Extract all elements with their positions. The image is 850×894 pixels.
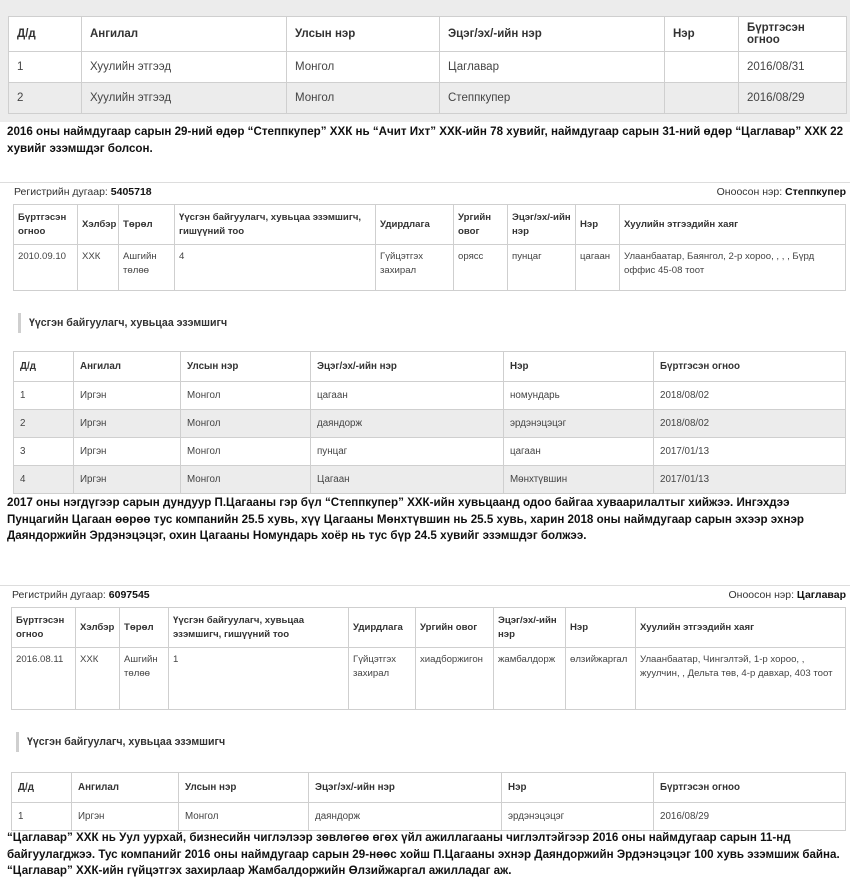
caption-1: 2016 оны наймдугаар сарын 29-ний өдөр “Степпкупер” ХХК нь “Ачит Ихт” ХХК-ийн 78 хувийг, наймдугаар сарын 31-ний өдөр “Цаглавар” ХХК 22 хувийг эзэмшдэг болсон. <box>7 125 844 155</box>
header-cell: Эцэг/эх/-ийн нэр <box>494 608 566 648</box>
header-cell: Д/д <box>12 773 72 803</box>
table-cell: хиадборжигон <box>416 648 494 710</box>
table-cell: 4 <box>14 466 74 494</box>
table-row <box>14 382 846 410</box>
table-cell: 2016/08/29 <box>739 83 847 114</box>
header-cell: Хэлбэр <box>76 608 120 648</box>
table-cell: Степпкупер <box>440 83 665 114</box>
table-cell: Цаглавар <box>440 52 665 83</box>
company-name-field <box>729 589 847 601</box>
table-header-row <box>14 205 846 245</box>
table-cell: орясс <box>454 245 508 291</box>
table-row <box>9 83 847 114</box>
header-cell: Ангилал <box>82 17 287 52</box>
table-row <box>12 803 846 831</box>
table-cell: пунцаг <box>311 438 504 466</box>
header-cell: Бүртгэсэн огноо <box>654 773 846 803</box>
name-label: Оноосон нэр: <box>728 589 794 601</box>
company-2-info-table <box>11 607 846 710</box>
table-cell: Монгол <box>181 410 311 438</box>
table-cell: номундарь <box>504 382 654 410</box>
header-cell: Бүртгэсэн огноо <box>654 352 846 382</box>
table-cell: Иргэн <box>74 438 181 466</box>
table-cell <box>665 52 739 83</box>
table-cell: Монгол <box>179 803 309 831</box>
table-cell: даяндорж <box>311 410 504 438</box>
header-cell: Үүсгэн байгуулагч, хувьцаа эзэмшигч, гишүүний тоо <box>169 608 349 648</box>
table-cell: Мөнхтүвшин <box>504 466 654 494</box>
reg-number-field <box>12 589 150 601</box>
header-cell: Бүртгэсэн огноо <box>739 17 847 52</box>
header-cell: Бүртгэсэн огноо <box>12 608 76 648</box>
table-row <box>14 245 846 291</box>
table-row <box>14 438 846 466</box>
top-table-panel <box>0 0 850 122</box>
table-cell: Хуулийн этгээд <box>82 83 287 114</box>
table-cell: Ашгийн төлөө <box>119 245 175 291</box>
header-cell: Нэр <box>502 773 654 803</box>
table-cell: 2017/01/13 <box>654 466 846 494</box>
table-cell: 4 <box>175 245 376 291</box>
header-cell: Хуулийн этгээдийн хаяг <box>636 608 846 648</box>
company-1-panel <box>0 182 850 494</box>
header-cell: Нэр <box>504 352 654 382</box>
table-cell: цагаан <box>504 438 654 466</box>
table-cell: 3 <box>14 438 74 466</box>
header-cell: Бүртгэсэн огноо <box>14 205 78 245</box>
table-row <box>14 410 846 438</box>
table-cell: 2016/08/29 <box>654 803 846 831</box>
company-name: Степпкупер <box>785 186 846 198</box>
table-cell <box>665 83 739 114</box>
table-cell: Цагаан <box>311 466 504 494</box>
header-cell: Эцэг/эх/-ийн нэр <box>311 352 504 382</box>
table-row <box>14 466 846 494</box>
header-cell: Эцэг/эх/-ийн нэр <box>440 17 665 52</box>
table-cell: 2016/08/31 <box>739 52 847 83</box>
table-cell: цагаан <box>576 245 620 291</box>
table-row <box>9 52 847 83</box>
shareholders-section-title: Үүсгэн байгуулагч, хувьцаа эзэмшигч <box>16 732 225 752</box>
header-cell: Ангилал <box>72 773 179 803</box>
caption-2: 2017 оны нэгдүгээр сарын дундуур П.Цагааны гэр бүл “Степпкупер” ХХК-ийн хувьцаанд одоо байгаа хуваарилалтыг хийжээ. Ингэхдээ Пунцагийн Цагаан өөрөө тус компанийн 25.5 хувь, хүү Цагааны Мөнхтүвшин нь 25.5 хувь, харин 2018 оны наймдугаар сарын эхээр эхнэр Даяндоржийн Эрдэнэцэцэг, охин Цагааны Номундарь хоёр нь тус бүр 24.5 хувийг эзэмшдэг болжээ. <box>7 496 804 542</box>
table-cell: 2 <box>9 83 82 114</box>
company-1-shareholders-table <box>13 351 846 494</box>
table-cell: ХХК <box>78 245 119 291</box>
table-cell: Монгол <box>287 52 440 83</box>
header-cell: Үүсгэн байгуулагч, хувьцаа эзэмшигч, гишүүний тоо <box>175 205 376 245</box>
header-cell: Нэр <box>566 608 636 648</box>
header-cell: Удирдлага <box>349 608 416 648</box>
table-header-row <box>14 352 846 382</box>
shareholders-section-title: Үүсгэн байгуулагч, хувьцаа эзэмшигч <box>18 313 227 333</box>
table-cell: Иргэн <box>74 382 181 410</box>
table-cell: Гүйцэтгэх захирал <box>349 648 416 710</box>
header-cell: Нэр <box>665 17 739 52</box>
table-cell: эрдэнэцэцэг <box>504 410 654 438</box>
header-cell: Төрөл <box>119 205 175 245</box>
table-cell: 1 <box>12 803 72 831</box>
table-cell: даяндорж <box>309 803 502 831</box>
table-cell: Монгол <box>287 83 440 114</box>
table-cell: ХХК <box>76 648 120 710</box>
table-cell: Иргэн <box>74 410 181 438</box>
table-cell: 2010.09.10 <box>14 245 78 291</box>
table-cell: Ашгийн төлөө <box>120 648 169 710</box>
name-label: Оноосон нэр: <box>716 186 783 198</box>
reg-number: 6097545 <box>108 589 150 601</box>
table-header-row <box>12 608 846 648</box>
table-row <box>12 648 846 710</box>
header-cell: Хэлбэр <box>78 205 119 245</box>
header-cell: Улсын нэр <box>287 17 440 52</box>
table-cell: 2017/01/13 <box>654 438 846 466</box>
header-cell: Эцэг/эх/-ийн нэр <box>309 773 502 803</box>
table-header-row <box>9 17 847 52</box>
table-cell: 2018/08/02 <box>654 410 846 438</box>
table-cell: өлзийжаргал <box>566 648 636 710</box>
company-2-reg-bar <box>12 587 846 603</box>
caption-3: “Цаглавар” ХХК нь Уул уурхай, бизнесийн чиглэлээр зөвлөгөө өгөх үйл ажиллагааны чиглэлтэйгээр 2016 оны наймдугаар сарын 11-нд байгуулагджээ. Тус компанийг 2016 оны наймдугаар сарын 29-нөөс хойш П.Цагааны эхнэр Даяндоржийн Эрдэнэцэцэг 100 хувь эзэмшиж байна. “Цаглавар” ХХК-ийн гүйцэтгэх захирлаар Жамбалдоржийн Өлзийжаргал ажилладаг аж. <box>7 831 840 877</box>
header-cell: Ангилал <box>74 352 181 382</box>
table-cell: эрдэнэцэцэг <box>502 803 654 831</box>
table-cell: 2016.08.11 <box>12 648 76 710</box>
company-name-field <box>717 186 846 198</box>
header-cell: Нэр <box>576 205 620 245</box>
header-cell: Ургийн овог <box>454 205 508 245</box>
header-cell: Төрөл <box>120 608 169 648</box>
header-cell: Улсын нэр <box>179 773 309 803</box>
table-header-row <box>12 773 846 803</box>
table-cell: Иргэн <box>72 803 179 831</box>
table-cell: Улаанбаатар, Баянгол, 2-р хороо, , , , Бүрд оффис 45-08 тоот <box>620 245 846 291</box>
company-2-panel <box>0 585 850 828</box>
company-2-shareholders-table <box>11 772 846 831</box>
reg-number: 5405718 <box>110 186 152 198</box>
header-cell: Улсын нэр <box>181 352 311 382</box>
table-cell: Хуулийн этгээд <box>82 52 287 83</box>
company-name: Цаглавар <box>796 589 846 601</box>
header-cell: Удирдлага <box>376 205 454 245</box>
header-cell: Д/д <box>14 352 74 382</box>
company-1-info-table <box>13 204 846 291</box>
top-table <box>8 16 847 114</box>
header-cell: Ургийн овог <box>416 608 494 648</box>
table-cell: жамбалдорж <box>494 648 566 710</box>
table-cell: Монгол <box>181 382 311 410</box>
table-cell: 2 <box>14 410 74 438</box>
reg-label: Регистрийн дугаар: <box>14 186 108 198</box>
table-cell: цагаан <box>311 382 504 410</box>
company-1-reg-bar <box>14 184 846 200</box>
table-cell: 1 <box>14 382 74 410</box>
reg-number-field <box>14 186 152 198</box>
table-cell: пунцаг <box>508 245 576 291</box>
table-cell: 2018/08/02 <box>654 382 846 410</box>
table-cell: Гүйцэтгэх захирал <box>376 245 454 291</box>
reg-label: Регистрийн дугаар: <box>12 589 106 601</box>
table-cell: 1 <box>169 648 349 710</box>
table-cell: Монгол <box>181 438 311 466</box>
header-cell: Хуулийн этгээдийн хаяг <box>620 205 846 245</box>
table-cell: Улаанбаатар, Чингэлтэй, 1-р хороо, , жуулчин, , Дельта төв, 4-р давхар, 403 тоот <box>636 648 846 710</box>
header-cell: Д/д <box>9 17 82 52</box>
table-cell: Иргэн <box>74 466 181 494</box>
table-cell: 1 <box>9 52 82 83</box>
header-cell: Эцэг/эх/-ийн нэр <box>508 205 576 245</box>
table-cell: Монгол <box>181 466 311 494</box>
